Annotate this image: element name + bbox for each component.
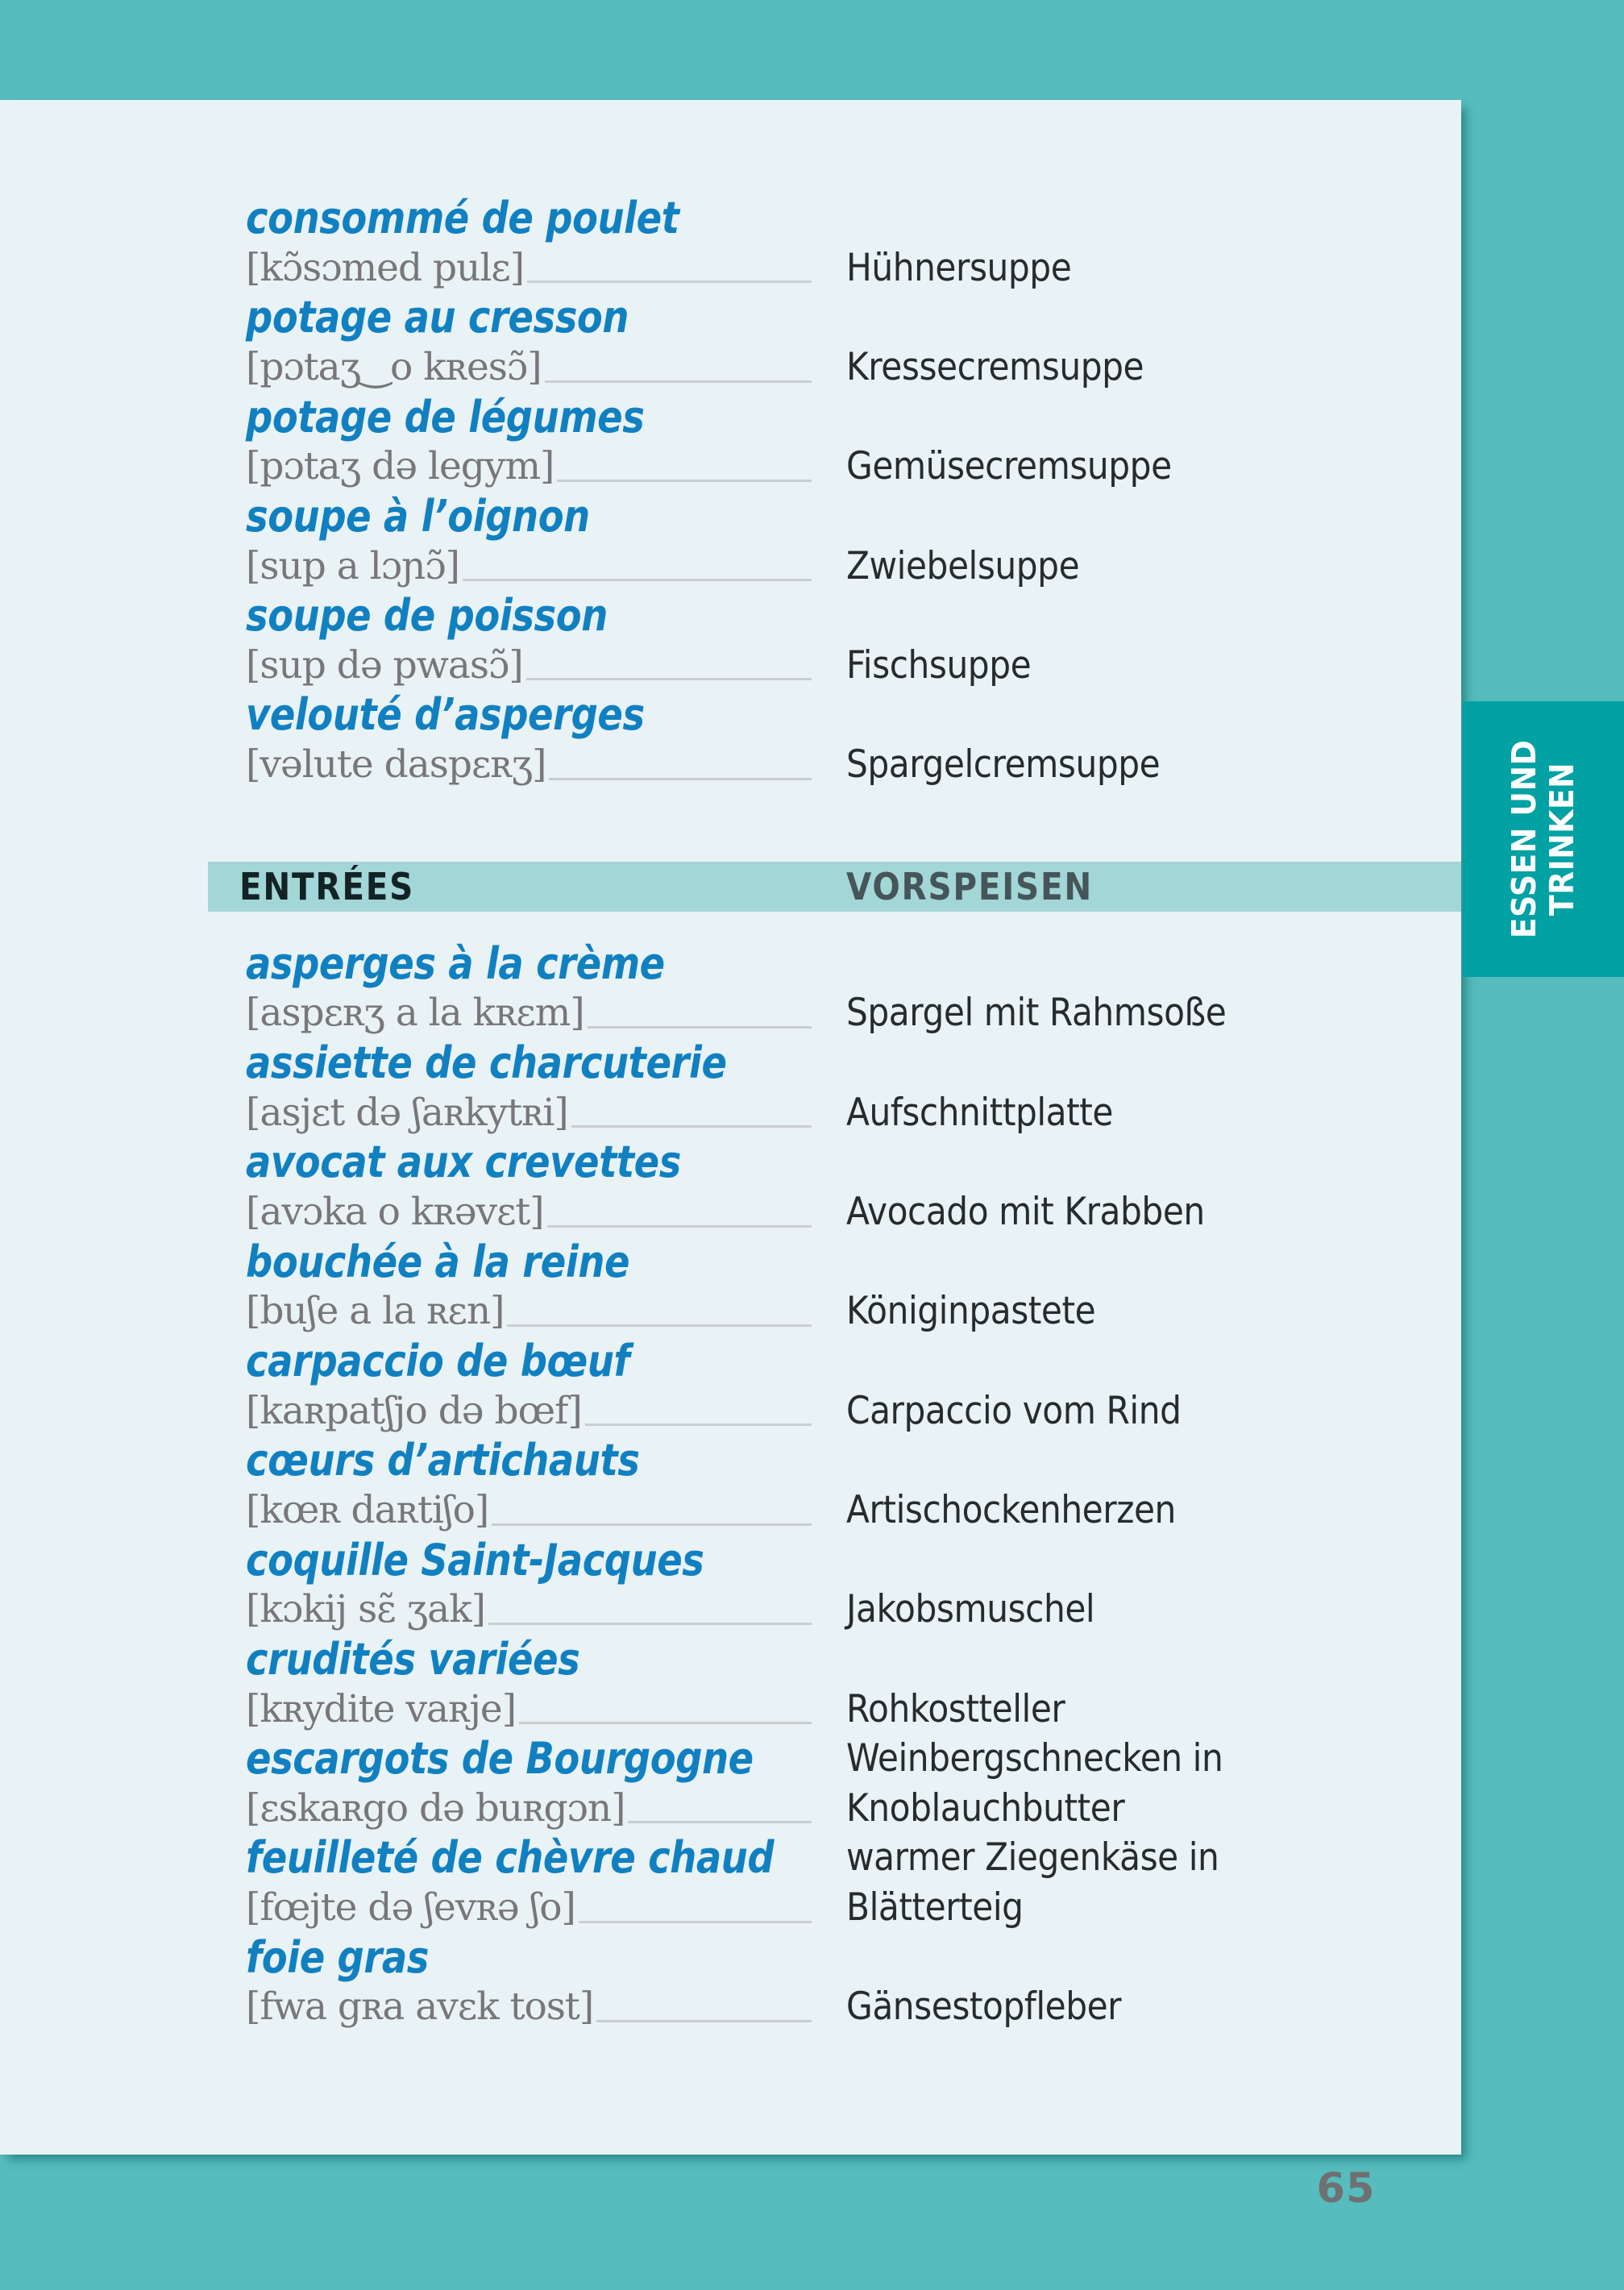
dictionary-entry bbox=[246, 1038, 1461, 1137]
dictionary-entry bbox=[246, 1536, 1461, 1635]
dictionary-entry bbox=[246, 939, 1461, 1038]
section-starters-entries bbox=[246, 939, 1461, 2032]
dictionary-entry bbox=[246, 1237, 1461, 1336]
section-header-band bbox=[208, 862, 1461, 912]
french-term: bouchée à la reine bbox=[246, 1236, 630, 1287]
phonetic-transcription: [aspɛʀʒ a la kʀɛm] bbox=[246, 991, 584, 1036]
french-term: asperges à la crème bbox=[246, 937, 665, 989]
dictionary-entry bbox=[246, 492, 1461, 591]
german-translation: Aufschnittplatte bbox=[846, 1090, 1114, 1135]
german-cell bbox=[846, 1833, 1461, 1932]
german-cell bbox=[846, 1734, 1461, 1833]
french-term: coquille Saint-Jacques bbox=[246, 1534, 704, 1586]
fill-in-rule bbox=[526, 641, 812, 681]
german-translation: Spargel mit Rahmsoße bbox=[846, 991, 1227, 1036]
german-cell bbox=[846, 1237, 1461, 1336]
phonetic-transcription: [pɔtaʒ də legym] bbox=[246, 444, 554, 489]
german-translation: Avocado mit Krabben bbox=[846, 1190, 1205, 1235]
dictionary-entry bbox=[246, 690, 1461, 789]
fill-in-rule bbox=[527, 243, 812, 284]
german-translation: Fischsuppe bbox=[846, 642, 1032, 688]
german-cell bbox=[846, 1933, 1461, 2032]
entry-left-column bbox=[246, 939, 812, 1038]
fill-in-rule bbox=[488, 1585, 812, 1625]
german-translation: Jakobsmuschel bbox=[846, 1587, 1095, 1632]
german-cell bbox=[846, 591, 1461, 690]
dictionary-entry bbox=[246, 591, 1461, 690]
entry-left-column bbox=[246, 1734, 812, 1833]
german-translation: Artischockenherzen bbox=[846, 1487, 1176, 1532]
fill-in-rule bbox=[507, 1286, 812, 1327]
section-header-german: VORSPEISEN bbox=[846, 864, 1094, 908]
entry-left-column bbox=[246, 1536, 812, 1635]
entry-left-column bbox=[246, 1137, 812, 1236]
german-translation: Königinpastete bbox=[846, 1289, 1096, 1334]
dictionary-entry bbox=[246, 1635, 1461, 1734]
phonetic-transcription: [kɔ̃sɔmed pulɛ] bbox=[246, 245, 525, 290]
french-term: carpaccio de bœuf bbox=[246, 1335, 630, 1386]
german-cell bbox=[846, 193, 1461, 293]
fill-in-rule bbox=[545, 343, 812, 383]
phonetic-transcription: [asjɛt də ʃaʀkytʀi] bbox=[246, 1090, 568, 1135]
german-translation: Blätterteig bbox=[846, 1885, 1024, 1930]
dictionary-entry bbox=[246, 1833, 1461, 1932]
german-translation: warmer Ziegenkäse in bbox=[846, 1835, 1219, 1881]
fill-in-rule bbox=[628, 1784, 812, 1824]
fill-in-rule bbox=[463, 542, 812, 582]
dictionary-entry bbox=[246, 1137, 1461, 1236]
entry-left-column bbox=[246, 492, 812, 591]
entry-left-column bbox=[246, 1436, 812, 1535]
french-term: assiette de charcuterie bbox=[246, 1037, 727, 1089]
german-translation: Knoblauchbutter bbox=[846, 1785, 1125, 1831]
german-translation: Gemüsecremsuppe bbox=[846, 444, 1172, 489]
french-term: cœurs d’artichauts bbox=[246, 1435, 640, 1486]
entry-left-column bbox=[246, 591, 812, 690]
phonetic-transcription: [sup a lɔɲɔ̃] bbox=[246, 543, 459, 588]
page-content bbox=[239, 193, 1461, 2032]
section-header-french: ENTRÉES bbox=[239, 864, 415, 908]
german-cell bbox=[846, 293, 1461, 392]
entry-left-column bbox=[246, 193, 812, 293]
fill-in-rule bbox=[585, 1386, 812, 1427]
german-translation: Carpaccio vom Rind bbox=[846, 1388, 1182, 1433]
german-cell bbox=[846, 1038, 1461, 1137]
german-translation: Rohkostteller bbox=[846, 1686, 1065, 1731]
fill-in-rule bbox=[519, 1685, 812, 1725]
tab-label-line-1: ESSEN UND bbox=[1505, 739, 1543, 939]
french-term: soupe de poisson bbox=[246, 590, 608, 642]
fill-in-rule bbox=[549, 740, 812, 780]
phonetic-transcription: [kɔkij sɛ̃ ʒak] bbox=[246, 1587, 485, 1632]
german-cell bbox=[846, 1436, 1461, 1535]
dictionary-entry bbox=[246, 193, 1461, 293]
german-cell bbox=[846, 939, 1461, 1038]
french-term: escargots de Bourgogne bbox=[246, 1733, 754, 1785]
tab-label-line-2: TRINKEN bbox=[1543, 762, 1581, 916]
phonetic-transcription: [kœʀ daʀtiʃo] bbox=[246, 1487, 489, 1532]
phonetic-transcription: [kʀydite vaʀje] bbox=[246, 1686, 517, 1731]
chapter-thumb-tab bbox=[1463, 701, 1624, 977]
german-cell bbox=[846, 1635, 1461, 1734]
section-soups-entries bbox=[246, 193, 1461, 790]
dictionary-entry bbox=[246, 1933, 1461, 2032]
german-cell bbox=[846, 393, 1461, 492]
phonetic-transcription: [vəlute daspɛʀʒ] bbox=[246, 742, 546, 788]
chapter-thumb-tab-label bbox=[1506, 740, 1581, 939]
entry-left-column bbox=[246, 1635, 812, 1734]
dictionary-entry bbox=[246, 1734, 1461, 1833]
page-sheet bbox=[0, 100, 1461, 2155]
fill-in-rule bbox=[557, 442, 812, 482]
fill-in-rule bbox=[579, 1883, 812, 1923]
page-number: 65 bbox=[1316, 2165, 1376, 2213]
german-cell bbox=[846, 492, 1461, 591]
german-translation: Spargelcremsuppe bbox=[846, 742, 1161, 788]
entry-left-column bbox=[246, 1038, 812, 1137]
phonetic-transcription: [pɔtaʒ‿o kʀesɔ̃] bbox=[246, 344, 542, 389]
dictionary-entry bbox=[246, 393, 1461, 492]
german-cell bbox=[846, 1536, 1461, 1635]
entry-left-column bbox=[246, 293, 812, 392]
german-translation: Weinbergschnecken in bbox=[846, 1736, 1223, 1781]
phonetic-transcription: [avɔka o kʀəvɛt] bbox=[246, 1190, 544, 1235]
entry-left-column bbox=[246, 1833, 812, 1932]
french-term: potage au cresson bbox=[246, 292, 629, 343]
dictionary-entry bbox=[246, 293, 1461, 392]
phonetic-transcription: [fœjte də ʃevʀə ʃo] bbox=[246, 1885, 575, 1930]
phonetic-transcription: [ɛskaʀgo də buʀgɔn] bbox=[246, 1785, 625, 1831]
fill-in-rule bbox=[547, 1187, 812, 1228]
german-translation: Kressecremsuppe bbox=[846, 344, 1144, 389]
fill-in-rule bbox=[596, 1982, 812, 2022]
french-term: velouté d’asperges bbox=[246, 689, 645, 741]
german-cell bbox=[846, 1137, 1461, 1236]
french-term: soupe à l’oignon bbox=[246, 490, 590, 542]
phonetic-transcription: [kaʀpatʃjo də bœf] bbox=[246, 1388, 582, 1433]
french-term: crudités variées bbox=[246, 1633, 580, 1685]
dictionary-entry bbox=[246, 1336, 1461, 1436]
entry-left-column bbox=[246, 690, 812, 789]
dictionary-entry bbox=[246, 1436, 1461, 1535]
phonetic-transcription: [sup də pwasɔ̃] bbox=[246, 642, 523, 688]
german-cell bbox=[846, 1336, 1461, 1436]
fill-in-rule bbox=[492, 1486, 812, 1526]
entry-left-column bbox=[246, 1336, 812, 1436]
phonetic-transcription: [buʃe a la ʀɛn] bbox=[246, 1289, 505, 1334]
fill-in-rule bbox=[588, 988, 812, 1029]
french-term: foie gras bbox=[246, 1931, 429, 1983]
fill-in-rule bbox=[571, 1088, 812, 1128]
entry-left-column bbox=[246, 1933, 812, 2032]
german-translation: Gänsestopfleber bbox=[846, 1985, 1122, 2030]
french-term: avocat aux crevettes bbox=[246, 1137, 681, 1188]
french-term: potage de légumes bbox=[246, 391, 645, 443]
french-term: feuilleté de chèvre chaud bbox=[246, 1832, 775, 1884]
entry-left-column bbox=[246, 393, 812, 492]
german-translation: Hühnersuppe bbox=[846, 245, 1072, 290]
phonetic-transcription: [fwa gʀa avɛk tost] bbox=[246, 1985, 594, 2030]
french-term: consommé de poulet bbox=[246, 193, 679, 243]
entry-left-column bbox=[246, 1237, 812, 1336]
german-cell bbox=[846, 690, 1461, 789]
german-translation: Zwiebelsuppe bbox=[846, 543, 1080, 588]
